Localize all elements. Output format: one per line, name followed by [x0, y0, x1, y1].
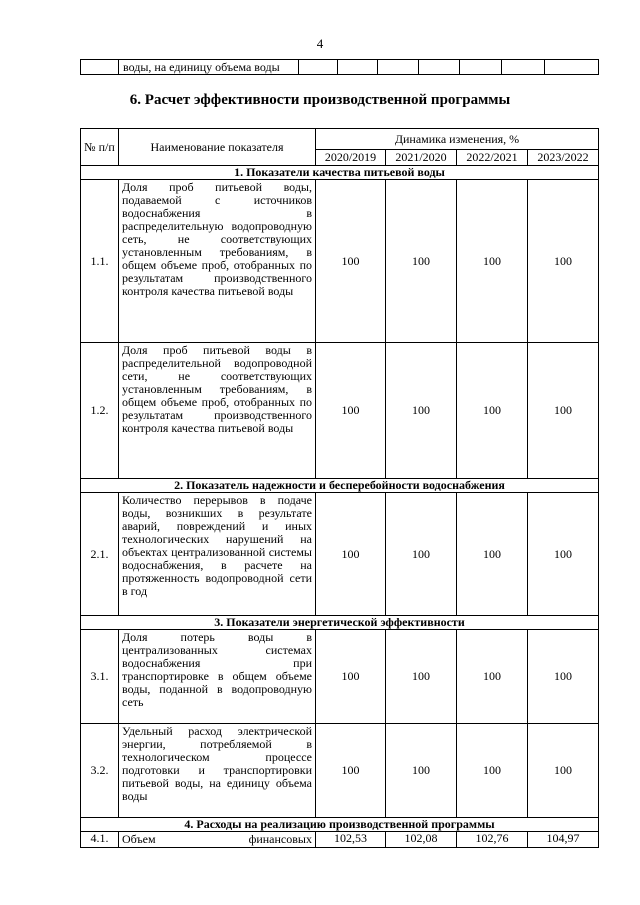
section-heading-row	[81, 166, 599, 180]
efficiency-table	[80, 128, 599, 848]
header-period: 2021/2020	[386, 150, 457, 166]
header-name: Наименование показателя	[119, 129, 316, 166]
table-row	[81, 343, 599, 479]
row-value: 100	[457, 343, 528, 479]
row-value: 100	[386, 493, 457, 616]
row-number: 3.1.	[81, 630, 119, 724]
row-value: 100	[457, 630, 528, 724]
row-name: Доля проб питьевой воды, подаваемой с источников водоснабжения в распределительную водопроводную сеть, не соответствующих установленным требованиям, в общем объеме проб, отобранных по результатам производственного контроля качества питьевой воды	[119, 180, 316, 343]
row-value: 100	[386, 180, 457, 343]
table-row	[81, 832, 599, 848]
row-value: 100	[386, 724, 457, 818]
page-number: 4	[316, 36, 324, 51]
section-heading-row	[81, 479, 599, 493]
section-heading: 4. Расходы на реализацию производственной программы	[81, 818, 599, 832]
row-name: Доля потерь воды в централизованных системах водоснабжения при транспортировке в общем объеме воды, поданной в водопроводную сеть	[119, 630, 316, 724]
header-period: 2023/2022	[528, 150, 599, 166]
section-heading: 1. Показатели качества питьевой воды	[81, 166, 599, 180]
section-heading: 2. Показатель надежности и бесперебойности водоснабжения	[81, 479, 599, 493]
section-heading-row	[81, 818, 599, 832]
row-number: 1.1.	[81, 180, 119, 343]
row-value: 100	[457, 180, 528, 343]
header-period: 2020/2019	[316, 150, 386, 166]
row-value: 100	[316, 630, 386, 724]
row-name: Доля проб питьевой воды в распределительной водопроводной сети, не соответствующих установленным требованиям, в общем объеме проб, отобранных по результатам производственного контроля качества питьевой воды	[119, 343, 316, 479]
table-row	[81, 493, 599, 616]
continued-table-fragment	[80, 59, 599, 75]
header-row	[81, 129, 599, 150]
row-value: 102,53	[316, 832, 386, 848]
header-period: 2022/2021	[457, 150, 528, 166]
header-num: № п/п	[81, 129, 119, 166]
row-value: 100	[457, 724, 528, 818]
row-name: Количество перерывов в подаче воды, возникших в результате аварий, повреждений и иных технологических нарушений на объектах централизованной системы водоснабжения, в расчете на протяженность водопроводной сети в год	[119, 493, 316, 616]
row-value: 100	[386, 343, 457, 479]
row-value: 102,08	[386, 832, 457, 848]
section-heading: 3. Показатели энергетической эффективности	[81, 616, 599, 630]
row-name: Удельный расход электрической энергии, потребляемой в технологическом процессе подготовки и транспортировки питьевой воды, на единицу объема воды	[119, 724, 316, 818]
row-value: 104,97	[528, 832, 599, 848]
row-value: 100	[528, 493, 599, 616]
header-dynamics: Динамика изменения, %	[316, 129, 599, 150]
table-row	[81, 180, 599, 343]
table-row	[81, 630, 599, 724]
row-value: 102,76	[457, 832, 528, 848]
row-value: 100	[457, 493, 528, 616]
section-title: 6. Расчет эффективности производственной программы	[129, 92, 511, 108]
row-value: 100	[316, 493, 386, 616]
row-value: 100	[528, 343, 599, 479]
row-value: 100	[528, 724, 599, 818]
row-number: 3.2.	[81, 724, 119, 818]
row-value: 100	[316, 343, 386, 479]
row-number: 1.2.	[81, 343, 119, 479]
row-number: 4.1.	[81, 832, 119, 848]
row-value: 100	[528, 180, 599, 343]
table-row	[81, 724, 599, 818]
row-value: 100	[386, 630, 457, 724]
row-value: 100	[316, 724, 386, 818]
row-name: Объем финансовых	[119, 832, 316, 848]
row-value: 100	[316, 180, 386, 343]
row-value: 100	[528, 630, 599, 724]
continued-row-text: воды, на единицу объема воды	[119, 60, 299, 75]
section-heading-row	[81, 616, 599, 630]
row-number: 2.1.	[81, 493, 119, 616]
